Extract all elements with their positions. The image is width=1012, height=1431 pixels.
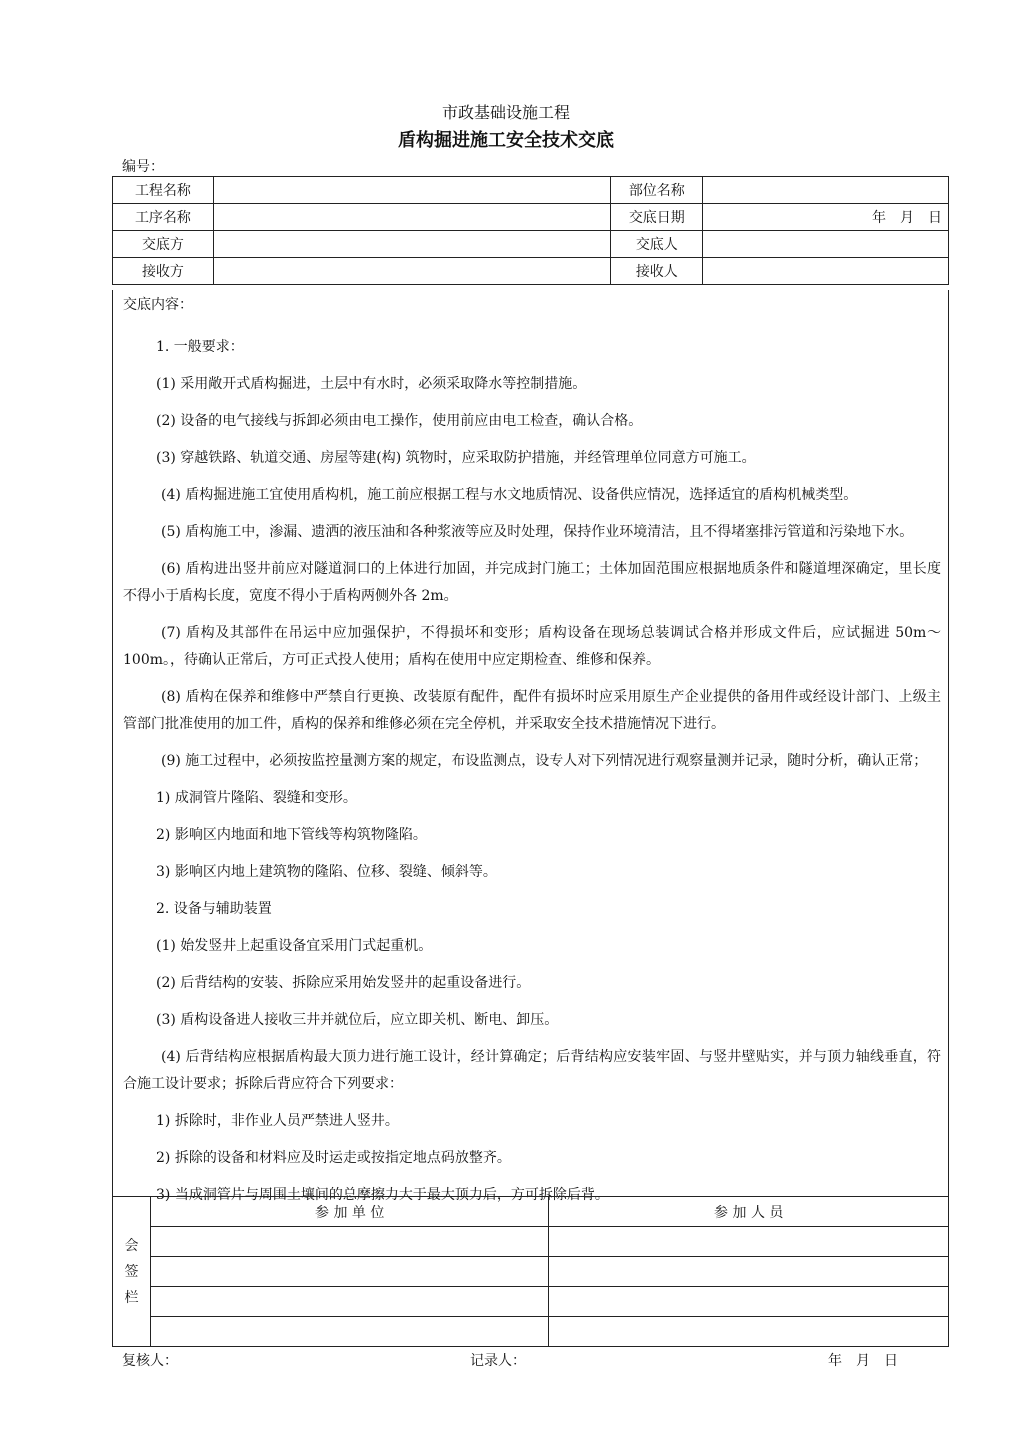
table-row	[113, 1257, 949, 1287]
discloser-field[interactable]	[703, 231, 949, 258]
document-title: 盾构掘进施工安全技术交底	[398, 130, 614, 151]
table-row	[113, 1287, 949, 1317]
signoff-side-char: 会	[124, 1237, 139, 1254]
person-cell[interactable]	[549, 1287, 949, 1317]
content-paragraph: (4) 后背结构应根据盾构最大顶力进行施工设计，经计算确定；后背结构应安装牢固、与竖井壁贴实，并与顶力轴线垂直，符合施工设计要求；拆除后背应符合下列要求：	[123, 1049, 941, 1092]
signoff-table	[112, 1196, 949, 1347]
receiver-field[interactable]	[703, 258, 949, 285]
content-list-item: 1) 成洞管片隆陷、裂缝和变形。	[156, 790, 357, 806]
person-cell[interactable]	[549, 1317, 949, 1347]
serial-number-label: 编号：	[122, 159, 164, 175]
receiver-party-field[interactable]	[213, 258, 610, 285]
content-paragraph: (4) 盾构掘进施工宜使用盾构机，施工前应根据工程与水文地质情况、设备供应情况，选择适宜的盾构机械类型。	[161, 487, 858, 503]
discloser-label: 交底人	[611, 231, 703, 258]
content-paragraphs	[123, 334, 941, 1219]
table-row	[113, 1197, 949, 1227]
content-list-item: 3) 影响区内地上建筑物的隆陷、位移、裂缝、倾斜等。	[156, 864, 497, 880]
content-paragraph: (2) 后背结构的安装、拆除应采用始发竖井的起重设备进行。	[156, 975, 531, 991]
content-paragraph: (5) 盾构施工中，渗漏、遗洒的液压油和各种浆液等应及时处理，保持作业环境清洁，且不得堵塞排污管道和污染地下水。	[161, 524, 914, 540]
person-column-header: 参 加 人 员	[549, 1197, 949, 1227]
person-cell[interactable]	[549, 1227, 949, 1257]
content-list-item: 1) 拆除时，非作业人员严禁进人竖井。	[156, 1113, 399, 1129]
content-heading: 交底内容：	[123, 297, 193, 313]
table-row	[113, 177, 949, 204]
unit-column-header: 参 加 单 位	[150, 1197, 549, 1227]
table-row	[113, 1317, 949, 1347]
content-paragraph: (6) 盾构进出竖井前应对隧道洞口的上体进行加固，并完成封门施工；土体加固范围应根据地质条件和隧道埋深确定，里长度不得小于盾构长度，宽度不得小于盾构两侧外各 2m。	[123, 561, 941, 604]
part-name-field[interactable]	[703, 177, 949, 204]
process-name-field[interactable]	[213, 204, 610, 231]
content-paragraph: (7) 盾构及其部件在吊运中应加强保护，不得损坏和变形；盾构设备在现场总装调试合格并形成文件后，应试掘进 50m～100m。，待确认正常后，方可正式投人使用；盾构在使用中应定期检查、维修和保养。	[123, 625, 941, 668]
unit-cell[interactable]	[150, 1227, 549, 1257]
document-subtitle: 市政基础设施工程	[441, 103, 570, 122]
footer-date: 年 月 日	[828, 1353, 898, 1369]
unit-cell[interactable]	[150, 1287, 549, 1317]
content-paragraph: (9) 施工过程中，必须按监控量测方案的规定，布设监测点，设专人对下列情况进行观察量测并记录，随时分析，确认正常；	[161, 753, 928, 769]
content-paragraph: (8) 盾构在保养和维修中严禁自行更换、改装原有配件，配件有损坏时应采用原生产企业提供的备用件或经设计部门、上级主管部门批准使用的加工件，盾构的保养和维修必须在完全停机，并采取安全技术措施情况下进行。	[123, 689, 941, 732]
content-paragraph: (3) 盾构设备进人接收三井并就位后，应立即关机、断电、卸压。	[156, 1012, 559, 1028]
section-heading: 2. 设备与辅助装置	[156, 901, 272, 917]
unit-cell[interactable]	[150, 1317, 549, 1347]
info-table	[112, 176, 949, 285]
discloser-party-label: 交底方	[113, 231, 214, 258]
content-paragraph: (1) 采用敞开式盾构掘进，土层中有水时，必须采取降水等控制措施。	[156, 376, 587, 392]
content-list-item: 3) 当成洞管片与周围土壤间的总摩擦力大于最大顶力后，方可拆除后背。	[156, 1187, 609, 1203]
process-name-label: 工序名称	[113, 204, 214, 231]
unit-cell[interactable]	[150, 1257, 549, 1287]
discloser-party-field[interactable]	[213, 231, 610, 258]
part-name-label: 部位名称	[611, 177, 703, 204]
table-row	[113, 258, 949, 285]
content-paragraph: (3) 穿越铁路、轨道交通、房屋等建(构) 筑物时，应采取防护措施，并经管理单位同意方可施工。	[156, 450, 756, 466]
date-field[interactable]: 年 月 日	[703, 204, 949, 231]
content-box	[112, 290, 949, 1203]
reviewer-label: 复核人：	[122, 1353, 178, 1369]
project-name-field[interactable]	[213, 177, 610, 204]
table-row	[113, 231, 949, 258]
project-name-label: 工程名称	[113, 177, 214, 204]
date-label: 交底日期	[611, 204, 703, 231]
content-list-item: 2) 影响区内地面和地下管线等构筑物隆陷。	[156, 827, 427, 843]
signoff-side-char: 栏	[124, 1289, 139, 1306]
section-heading: 1. 一般要求：	[156, 339, 244, 355]
receiver-party-label: 接收方	[113, 258, 214, 285]
recorder-label: 记录人：	[470, 1353, 526, 1369]
table-row	[113, 1227, 949, 1257]
content-list-item: 2) 拆除的设备和材料应及时运走或按指定地点码放整齐。	[156, 1150, 511, 1166]
content-paragraph: (2) 设备的电气接线与拆卸必须由电工操作，使用前应由电工检查，确认合格。	[156, 413, 643, 429]
content-paragraph: (1) 始发竖井上起重设备宜采用门式起重机。	[156, 938, 433, 954]
signoff-side-char: 签	[124, 1263, 139, 1280]
table-row	[113, 204, 949, 231]
receiver-label: 接收人	[611, 258, 703, 285]
person-cell[interactable]	[549, 1257, 949, 1287]
signoff-side-label	[113, 1197, 151, 1347]
